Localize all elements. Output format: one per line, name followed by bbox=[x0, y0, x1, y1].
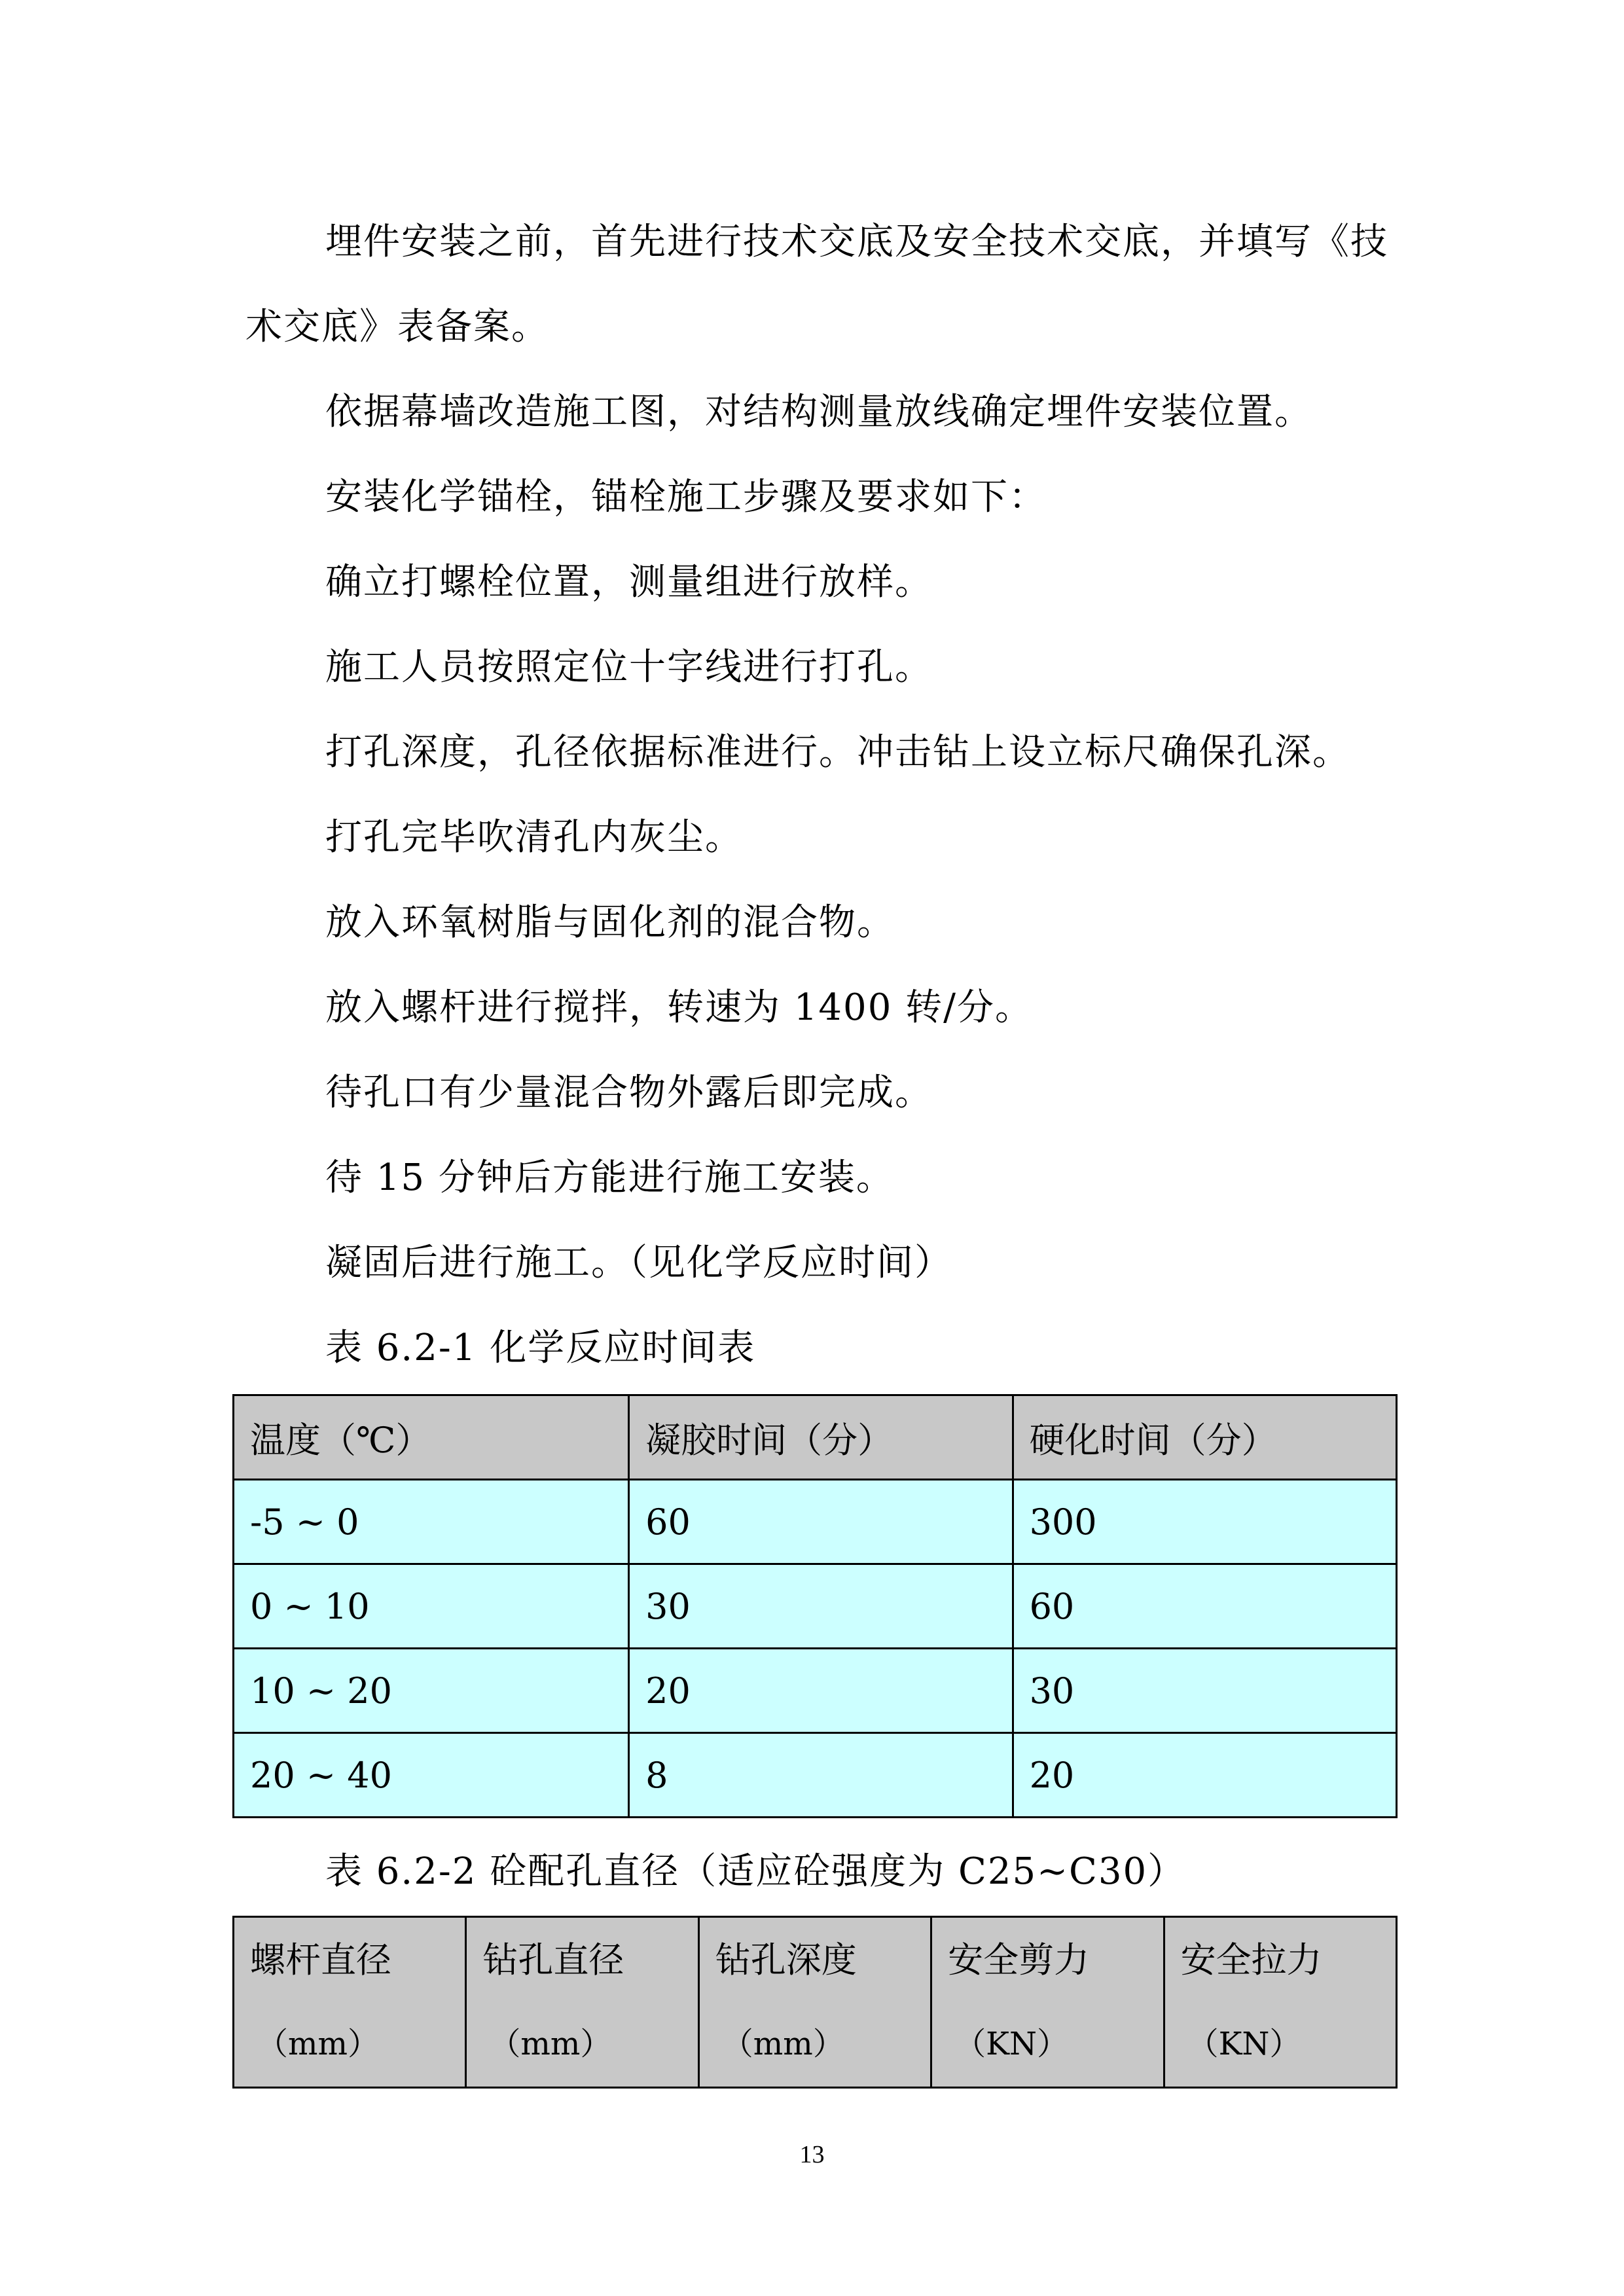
header-label: 安全剪力 bbox=[948, 1939, 1090, 1981]
paragraph-step-5: 放入环氧树脂与固化剂的混合物。 bbox=[325, 901, 895, 944]
table-cell: 60 bbox=[629, 1480, 1013, 1564]
paragraph-step-9: 凝固后进行施工。（见化学反应时间） bbox=[325, 1242, 952, 1284]
paragraph-layout: 依据幕墙改造施工图，对结构测量放线确定埋件安装位置。 bbox=[325, 391, 1312, 433]
header-label: 螺杆直径 bbox=[250, 1939, 391, 1981]
table-header-cell bbox=[466, 1917, 698, 2088]
table-header-cell bbox=[931, 1917, 1164, 2088]
paragraph-step-7: 待孔口有少量混合物外露后即完成。 bbox=[325, 1071, 933, 1114]
header-label: 钻孔直径 bbox=[482, 1939, 624, 1981]
table-cell: 60 bbox=[1013, 1564, 1396, 1649]
reaction-time-table bbox=[232, 1394, 1398, 1818]
header-unit: （mm） bbox=[721, 2026, 844, 2062]
header-unit: （mm） bbox=[257, 2026, 380, 2062]
table2-caption: 表 6.2-2 砼配孔直径（适应砼强度为 C25~C30） bbox=[325, 1850, 1186, 1893]
table-cell: 8 bbox=[629, 1733, 1013, 1818]
paragraph-step-1: 确立打螺栓位置，测量组进行放样。 bbox=[325, 561, 933, 603]
table-header-row bbox=[234, 1917, 1397, 2088]
table-cell: 20 ~ 40 bbox=[234, 1733, 629, 1818]
table-row bbox=[234, 1649, 1397, 1733]
table-cell: -5 ~ 0 bbox=[234, 1480, 629, 1564]
paragraph-intro: 埋件安装之前，首先进行技术交底及安全技术交底，并填写《技术交底》表备案。 bbox=[245, 221, 1388, 348]
table-header-row bbox=[234, 1395, 1397, 1480]
table-header-cell bbox=[234, 1917, 466, 2088]
table-cell: 0 ~ 10 bbox=[234, 1564, 629, 1649]
table-row bbox=[234, 1564, 1397, 1649]
paragraph-step-8: 待 15 分钟后方能进行施工安装。 bbox=[325, 1157, 894, 1199]
table-header-cell bbox=[698, 1917, 931, 2088]
table-header-cell: 硬化时间（分） bbox=[1013, 1395, 1396, 1480]
page-number: 13 bbox=[799, 2141, 825, 2168]
paragraph-step-4: 打孔完毕吹清孔内灰尘。 bbox=[325, 816, 743, 859]
table-row bbox=[234, 1733, 1397, 1818]
table-header-cell: 温度（℃） bbox=[234, 1395, 629, 1480]
header-label: 钻孔深度 bbox=[715, 1939, 857, 1981]
table-row bbox=[234, 1480, 1397, 1564]
table-cell: 30 bbox=[629, 1564, 1013, 1649]
paragraph-step-2: 施工人员按照定位十字线进行打孔。 bbox=[325, 646, 933, 689]
paragraph-step-6: 放入螺杆进行搅拌，转速为 1400 转/分。 bbox=[325, 986, 1033, 1029]
header-unit: （KN） bbox=[1187, 2026, 1301, 2062]
table-header-cell: 凝胶时间（分） bbox=[629, 1395, 1013, 1480]
table-header-cell bbox=[1164, 1917, 1396, 2088]
table-cell: 20 bbox=[1013, 1733, 1396, 1818]
header-unit: （KN） bbox=[954, 2026, 1069, 2062]
table1-caption: 表 6.2-1 化学反应时间表 bbox=[325, 1327, 756, 1369]
table-cell: 20 bbox=[629, 1649, 1013, 1733]
header-unit: （mm） bbox=[489, 2026, 612, 2062]
table-cell: 300 bbox=[1013, 1480, 1396, 1564]
paragraph-anchor-steps: 安装化学锚栓，锚栓施工步骤及要求如下： bbox=[325, 476, 1047, 518]
table-cell: 10 ~ 20 bbox=[234, 1649, 629, 1733]
header-label: 安全拉力 bbox=[1180, 1939, 1322, 1981]
table-cell: 30 bbox=[1013, 1649, 1396, 1733]
hole-diameter-table bbox=[232, 1916, 1398, 2089]
paragraph-step-3: 打孔深度，孔径依据标准进行。冲击钻上设立标尺确保孔深。 bbox=[325, 731, 1350, 774]
